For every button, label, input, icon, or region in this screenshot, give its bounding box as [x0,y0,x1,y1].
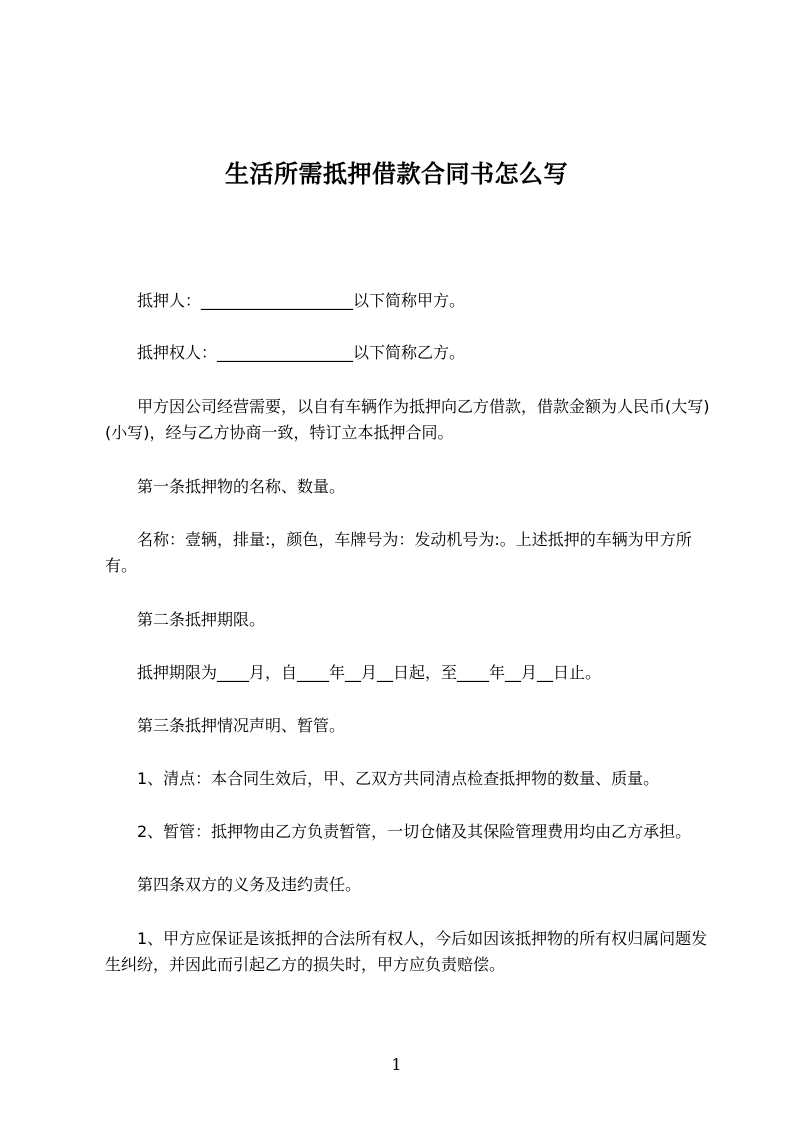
paragraph-article-3-heading: 第三条抵押情况声明、暂管。 [137,716,346,735]
paragraph-article-3-item-2: 2、暂管：抵押物由乙方负责暂管，一切仓储及其保险管理费用均由乙方承担。 [137,822,692,841]
paragraph-article-3-item-1: 1、清点：本合同生效后，甲、乙双方共同清点检查抵押物的数量、质量。 [137,769,660,788]
paragraph-article-4-item-1: 1、甲方应保证是该抵押的合法所有权人，今后如因该抵押物的所有权归属问题发生纠纷，并因此而引起乙方的损失时，甲方应负责赔偿。 [105,929,708,974]
page-number: 1 [391,1055,402,1074]
paragraph-article-1-body: 名称：壹辆，排量:，颜色，车牌号为：发动机号为:。上述抵押的车辆为甲方所有。 [105,530,692,575]
paragraph-mortgagee: 抵押权人：_________________以下简称乙方。 [137,343,466,362]
paragraph-mortgagor: 抵押人：___________________以下简称甲方。 [137,291,466,310]
paragraph-article-2-heading: 第二条抵押期限。 [137,610,266,629]
paragraph-purpose: 甲方因公司经营需要，以自有车辆作为抵押向乙方借款，借款金额为人民币(大写)(小写)，经与乙方协商一致，特订立本抵押合同。 [105,397,710,442]
paragraph-article-1-heading: 第一条抵押物的名称、数量。 [137,477,346,496]
paragraph-article-2-body: 抵押期限为____月，自____年__月__日起，至____年__月__日止。 [137,663,602,682]
paragraph-article-4-heading: 第四条双方的义务及违约责任。 [137,875,362,894]
document-title: 生活所需抵押借款合同书怎么写 [225,160,568,189]
